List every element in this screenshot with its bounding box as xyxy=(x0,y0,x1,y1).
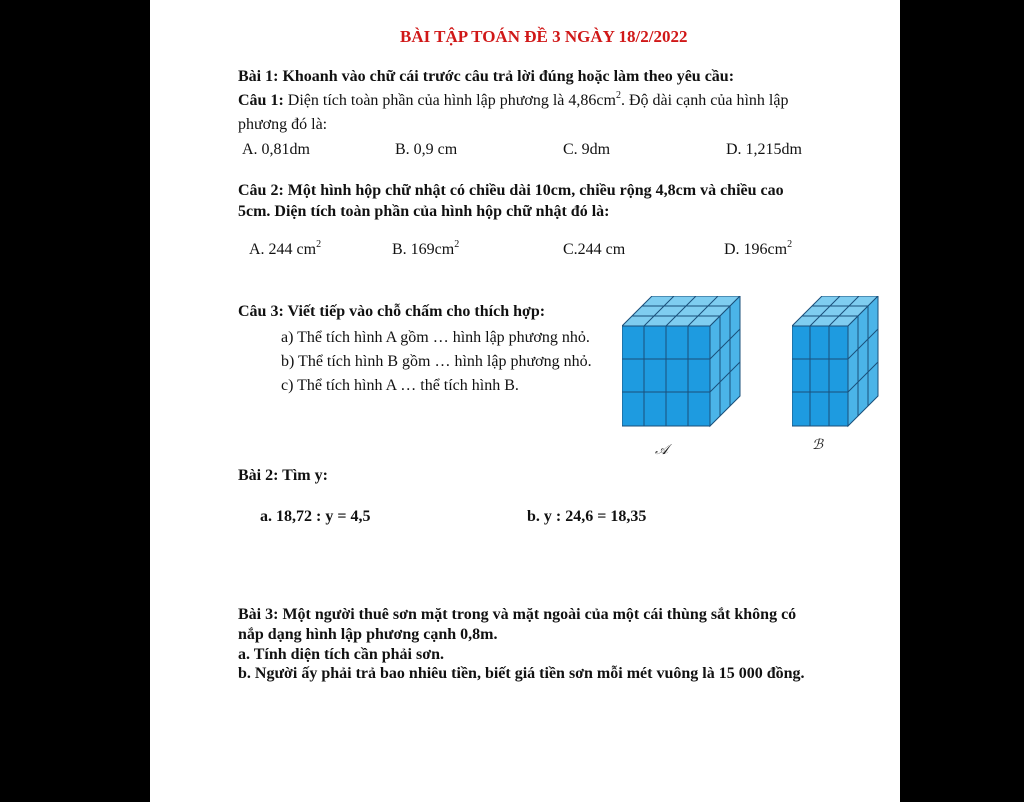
cau1-option-a: A. 0,81dm xyxy=(242,141,310,158)
cau1-option-c: C. 9dm xyxy=(563,141,611,158)
cau2-option-b xyxy=(392,240,459,260)
bai3-line2: nắp dạng hình lập phương cạnh 0,8m. xyxy=(238,626,498,643)
bai1-heading: Bài 1: Khoanh vào chữ cái trước câu trả lời đúng hoặc làm theo yêu cầu: xyxy=(238,68,735,85)
cube-label-b: ℬ xyxy=(812,438,824,453)
cau2-option-c-text: C.244 cm xyxy=(563,241,626,258)
bai3-part-a: a. Tính diện tích cần phải sơn. xyxy=(238,646,444,663)
cau2-line2: 5cm. Diện tích toàn phần của hình hộp chữ nhật đó là: xyxy=(238,203,610,220)
cau2-option-d-text: D. 196cm xyxy=(724,241,788,258)
cau2-option-c xyxy=(563,240,625,260)
cau2-option-d-sup: 2 xyxy=(787,238,793,250)
cau2-option-a-text: A. 244 cm xyxy=(249,241,317,258)
cau2-option-d xyxy=(724,240,792,260)
cau2-option-a xyxy=(249,240,321,260)
bai3-line1: Bài 3: Một người thuê sơn mặt trong và mặt ngoài của một cái thùng sắt không có xyxy=(238,606,797,623)
cube-label-a: 𝒜 xyxy=(655,443,669,458)
cau1-label: Câu 1: xyxy=(238,92,284,109)
cau1-line2: phương đó là: xyxy=(238,116,328,133)
cau2-option-a-sup: 2 xyxy=(316,238,322,250)
bai2-part-a: a. 18,72 : y = 4,5 xyxy=(260,508,371,525)
cau2-option-b-sup: 2 xyxy=(454,238,460,250)
page-title: BÀI TẬP TOÁN ĐỀ 3 NGÀY 18/2/2022 xyxy=(400,27,688,46)
cau1-option-d: D. 1,215dm xyxy=(726,141,802,158)
worksheet-page xyxy=(150,0,900,802)
cau3-item-a: a) Thể tích hình A gồm … hình lập phương nhỏ. xyxy=(281,329,590,346)
cau2-option-b-text: B. 169cm xyxy=(392,241,455,258)
bai2-part-b: b. y : 24,6 = 18,35 xyxy=(527,508,647,525)
cube-figure-a xyxy=(622,296,744,430)
cau3-heading: Câu 3: Viết tiếp vào chỗ chấm cho thích hợp: xyxy=(238,303,546,320)
bai3-part-b: b. Người ấy phải trả bao nhiêu tiền, biết giá tiền sơn mỗi mét vuông là 15 000 đồng. xyxy=(238,665,805,682)
cau2-line1: Câu 2: Một hình hộp chữ nhật có chiều dài 10cm, chiều rộng 4,8cm và chiều cao xyxy=(238,182,784,199)
cau1-text-a: Diện tích toàn phần của hình lập phương là 4,86cm xyxy=(283,92,616,109)
cau1-sup: 2 xyxy=(615,89,621,101)
cau1-line1 xyxy=(238,91,788,111)
cau3-item-b: b) Thể tích hình B gồm … hình lập phương nhỏ. xyxy=(281,353,592,370)
cau3-item-c: c) Thể tích hình A … thể tích hình B. xyxy=(281,377,519,394)
cube-figure-b xyxy=(792,296,882,430)
cube-b-front xyxy=(792,326,848,426)
bai2-heading: Bài 2: Tìm y: xyxy=(238,467,328,484)
cau1-option-b: B. 0,9 cm xyxy=(395,141,458,158)
cau1-text-b: . Độ dài cạnh của hình lập xyxy=(620,92,789,109)
